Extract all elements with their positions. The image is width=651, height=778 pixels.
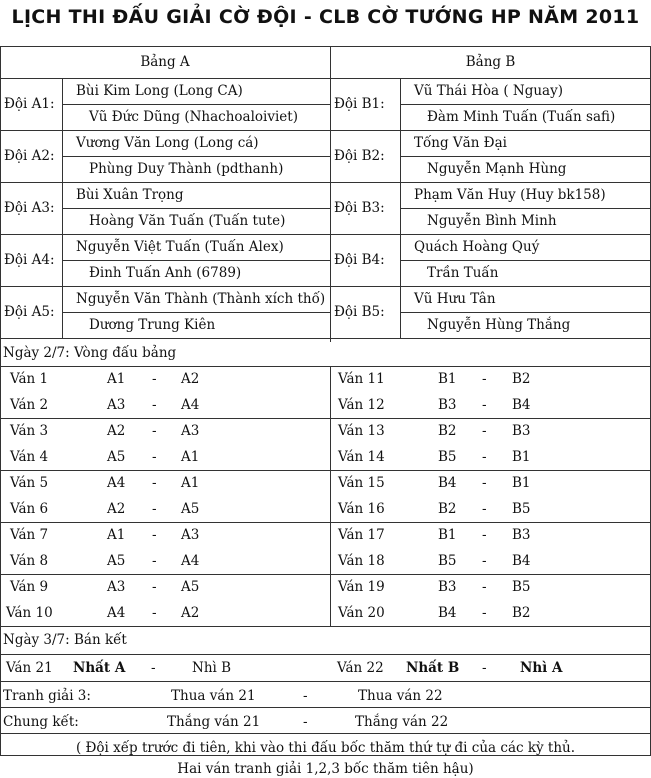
away-team: A5 xyxy=(181,501,200,517)
dash: - xyxy=(151,660,156,676)
rule-line xyxy=(62,104,330,105)
dash: - xyxy=(482,605,487,621)
final-label: Chung kết: xyxy=(3,714,79,730)
schedule-sheet xyxy=(0,46,651,777)
away-team: Nhì A xyxy=(520,660,563,676)
round-label: Ván 1 xyxy=(10,371,49,387)
page-title: LỊCH THI ĐẤU GIẢI CỜ ĐỘI - CLB CỜ TƯỚNG HP NĂM 2011 xyxy=(11,6,640,28)
player-1: Bùi Kim Long (Long CA) xyxy=(76,83,243,99)
player-2: Đàm Minh Tuấn (Tuấn safi) xyxy=(427,109,616,125)
player-1: Vũ Hưu Tân xyxy=(414,291,496,307)
dash: - xyxy=(482,553,487,569)
rule-line xyxy=(62,208,330,209)
away-team: Thắng ván 22 xyxy=(355,714,449,730)
rule-line xyxy=(330,234,651,235)
round-label: Ván 2 xyxy=(10,397,49,413)
home-team: B3 xyxy=(438,397,457,413)
rule-line xyxy=(400,260,651,261)
home-team: A1 xyxy=(107,527,126,543)
player-1: Vương Văn Long (Long cá) xyxy=(76,135,259,151)
dash: - xyxy=(152,397,157,413)
round-label: Ván 22 xyxy=(337,660,384,676)
round-label: Ván 7 xyxy=(10,527,49,543)
home-team: Thắng ván 21 xyxy=(167,714,261,730)
round-label: Ván 3 xyxy=(10,423,49,439)
dash: - xyxy=(482,660,487,676)
round-label: Ván 4 xyxy=(10,449,49,465)
home-team: B5 xyxy=(438,449,457,465)
rule-line xyxy=(0,522,330,523)
player-2: Phùng Duy Thành (pdthanh) xyxy=(89,161,284,177)
player-2: Nguyễn Hùng Thắng xyxy=(427,317,571,333)
round-label: Ván 11 xyxy=(338,371,385,387)
home-team: A2 xyxy=(107,423,126,439)
team-label: Đội B5: xyxy=(334,304,385,320)
team-label: Đội B3: xyxy=(334,200,385,216)
dash: - xyxy=(482,423,487,439)
rule-line xyxy=(0,681,651,682)
round-label: Ván 12 xyxy=(338,397,385,413)
rule-line xyxy=(0,733,651,734)
rule-line xyxy=(0,338,330,339)
home-team: B4 xyxy=(438,605,457,621)
round-label: Ván 15 xyxy=(338,475,385,491)
dash: - xyxy=(303,714,308,730)
rule-line xyxy=(0,46,651,47)
dash: - xyxy=(152,475,157,491)
player-2: Dương Trung Kiên xyxy=(89,317,216,333)
player-1: Phạm Văn Huy (Huy bk158) xyxy=(414,187,606,203)
home-team: Nhất B xyxy=(406,660,460,676)
rule-line xyxy=(400,312,651,313)
away-team: Nhì B xyxy=(192,660,232,676)
away-team: B5 xyxy=(512,501,531,517)
rule-line xyxy=(400,104,651,105)
team-label: Đội B1: xyxy=(334,96,385,112)
rule-line xyxy=(330,574,651,575)
player-1: Quách Hoàng Quý xyxy=(414,239,540,255)
home-team: B2 xyxy=(438,423,457,439)
home-team: A2 xyxy=(107,501,126,517)
dash: - xyxy=(152,501,157,517)
away-team: A4 xyxy=(181,397,200,413)
away-team: B2 xyxy=(512,605,531,621)
dash: - xyxy=(152,527,157,543)
rule-line xyxy=(0,654,651,655)
dash: - xyxy=(482,475,487,491)
team-label: Đội A1: xyxy=(4,96,55,112)
home-team: A3 xyxy=(107,579,126,595)
team-label: Đội B4: xyxy=(334,252,385,268)
player-2: Vũ Đức Dũng (Nhachoaloiviet) xyxy=(89,109,298,125)
third-place-label: Tranh giải 3: xyxy=(3,688,91,704)
rule-line xyxy=(330,470,651,471)
team-label: Đội A5: xyxy=(4,304,55,320)
dash: - xyxy=(303,688,308,704)
player-1: Bùi Xuân Trọng xyxy=(76,187,184,203)
away-team: B2 xyxy=(512,371,531,387)
rule-line xyxy=(0,707,651,708)
rule-line xyxy=(0,574,330,575)
home-team: B1 xyxy=(438,371,457,387)
home-team: B3 xyxy=(438,579,457,595)
round-label: Ván 19 xyxy=(338,579,385,595)
round-label: Ván 21 xyxy=(6,660,53,676)
away-team: A3 xyxy=(181,423,200,439)
dash: - xyxy=(482,397,487,413)
dash: - xyxy=(152,605,157,621)
round-label: Ván 18 xyxy=(338,553,385,569)
rule-line xyxy=(400,156,651,157)
rule-line xyxy=(330,286,651,287)
day1-label: Ngày 2/7: Vòng đấu bảng xyxy=(3,345,177,361)
rule-line xyxy=(330,626,651,627)
round-label: Ván 20 xyxy=(338,605,385,621)
rule-line xyxy=(0,366,651,367)
away-team: A1 xyxy=(181,475,200,491)
home-team: B1 xyxy=(438,527,457,543)
player-1: Nguyễn Việt Tuấn (Tuấn Alex) xyxy=(76,239,284,255)
rule-line xyxy=(62,312,330,313)
round-label: Ván 6 xyxy=(10,501,49,517)
round-label: Ván 14 xyxy=(338,449,385,465)
dash: - xyxy=(152,423,157,439)
away-team: B3 xyxy=(512,527,531,543)
player-2: Hoàng Văn Tuấn (Tuấn tute) xyxy=(89,213,286,229)
rule-line xyxy=(330,522,651,523)
rule-line xyxy=(0,470,330,471)
player-1: Vũ Thái Hòa ( Nguay) xyxy=(414,83,563,99)
rule-line xyxy=(330,366,331,626)
rule-line xyxy=(0,46,1,756)
home-team: A4 xyxy=(107,475,126,491)
player-2: Nguyễn Mạnh Hùng xyxy=(427,161,567,177)
footnote: ( Đội xếp trước đi tiên, khi vào thi đấu bốc thăm thứ tự đi của các kỳ thủ. xyxy=(75,740,576,756)
dash: - xyxy=(482,579,487,595)
home-team: B4 xyxy=(438,475,457,491)
away-team: A5 xyxy=(181,579,200,595)
rule-line xyxy=(330,418,651,419)
player-2: Nguyễn Bình Minh xyxy=(427,213,557,229)
team-label: Đội A3: xyxy=(4,200,55,216)
round-label: Ván 9 xyxy=(10,579,49,595)
away-team: B3 xyxy=(512,423,531,439)
dash: - xyxy=(482,501,487,517)
group-header: Bảng B xyxy=(465,54,516,70)
home-team: A5 xyxy=(107,449,126,465)
home-team: A4 xyxy=(107,605,126,621)
rule-line xyxy=(0,234,330,235)
dash: - xyxy=(152,553,157,569)
rule-line xyxy=(0,78,651,79)
round-label: Ván 16 xyxy=(338,501,385,517)
rule-line xyxy=(62,260,330,261)
away-team: B4 xyxy=(512,397,531,413)
rule-line xyxy=(400,208,651,209)
dash: - xyxy=(482,527,487,543)
rule-line xyxy=(0,286,330,287)
home-team: A3 xyxy=(107,397,126,413)
away-team: B5 xyxy=(512,579,531,595)
round-label: Ván 8 xyxy=(10,553,49,569)
home-team: B5 xyxy=(438,553,457,569)
away-team: Thua ván 22 xyxy=(358,688,443,704)
away-team: B1 xyxy=(512,475,531,491)
rule-line xyxy=(0,182,330,183)
team-label: Đội B2: xyxy=(334,148,385,164)
away-team: B1 xyxy=(512,449,531,465)
dash: - xyxy=(482,449,487,465)
rule-line xyxy=(330,182,651,183)
player-2: Đinh Tuấn Anh (6789) xyxy=(89,265,242,281)
team-label: Đội A2: xyxy=(4,148,55,164)
rule-line xyxy=(330,130,651,131)
rule-line xyxy=(0,418,330,419)
dash: - xyxy=(152,449,157,465)
home-team: Nhất A xyxy=(73,660,126,676)
player-1: Tống Văn Đại xyxy=(414,135,507,151)
away-team: A1 xyxy=(181,449,200,465)
home-team: Thua ván 21 xyxy=(171,688,256,704)
rule-line xyxy=(62,156,330,157)
footnote: Hai ván tranh giải 1,2,3 bốc thăm tiên hậu) xyxy=(177,761,474,777)
rule-line xyxy=(330,46,331,342)
away-team: A2 xyxy=(181,605,200,621)
round-label: Ván 5 xyxy=(10,475,49,491)
away-team: B4 xyxy=(512,553,531,569)
round-label: Ván 13 xyxy=(338,423,385,439)
rule-line xyxy=(0,626,330,627)
group-header: Bảng A xyxy=(140,54,190,70)
dash: - xyxy=(152,579,157,595)
player-1: Nguyễn Văn Thành (Thành xích thố) xyxy=(76,291,326,307)
day2-label: Ngày 3/7: Bán kết xyxy=(3,632,127,648)
away-team: A2 xyxy=(181,371,200,387)
away-team: A4 xyxy=(181,553,200,569)
dash: - xyxy=(152,371,157,387)
rule-line xyxy=(0,130,330,131)
home-team: B2 xyxy=(438,501,457,517)
dash: - xyxy=(482,371,487,387)
round-label: Ván 17 xyxy=(338,527,385,543)
rule-line xyxy=(330,338,651,339)
home-team: A5 xyxy=(107,553,126,569)
player-2: Trần Tuấn xyxy=(427,265,499,281)
team-label: Đội A4: xyxy=(4,252,55,268)
home-team: A1 xyxy=(107,371,126,387)
round-label: Ván 10 xyxy=(6,605,53,621)
away-team: A3 xyxy=(181,527,200,543)
